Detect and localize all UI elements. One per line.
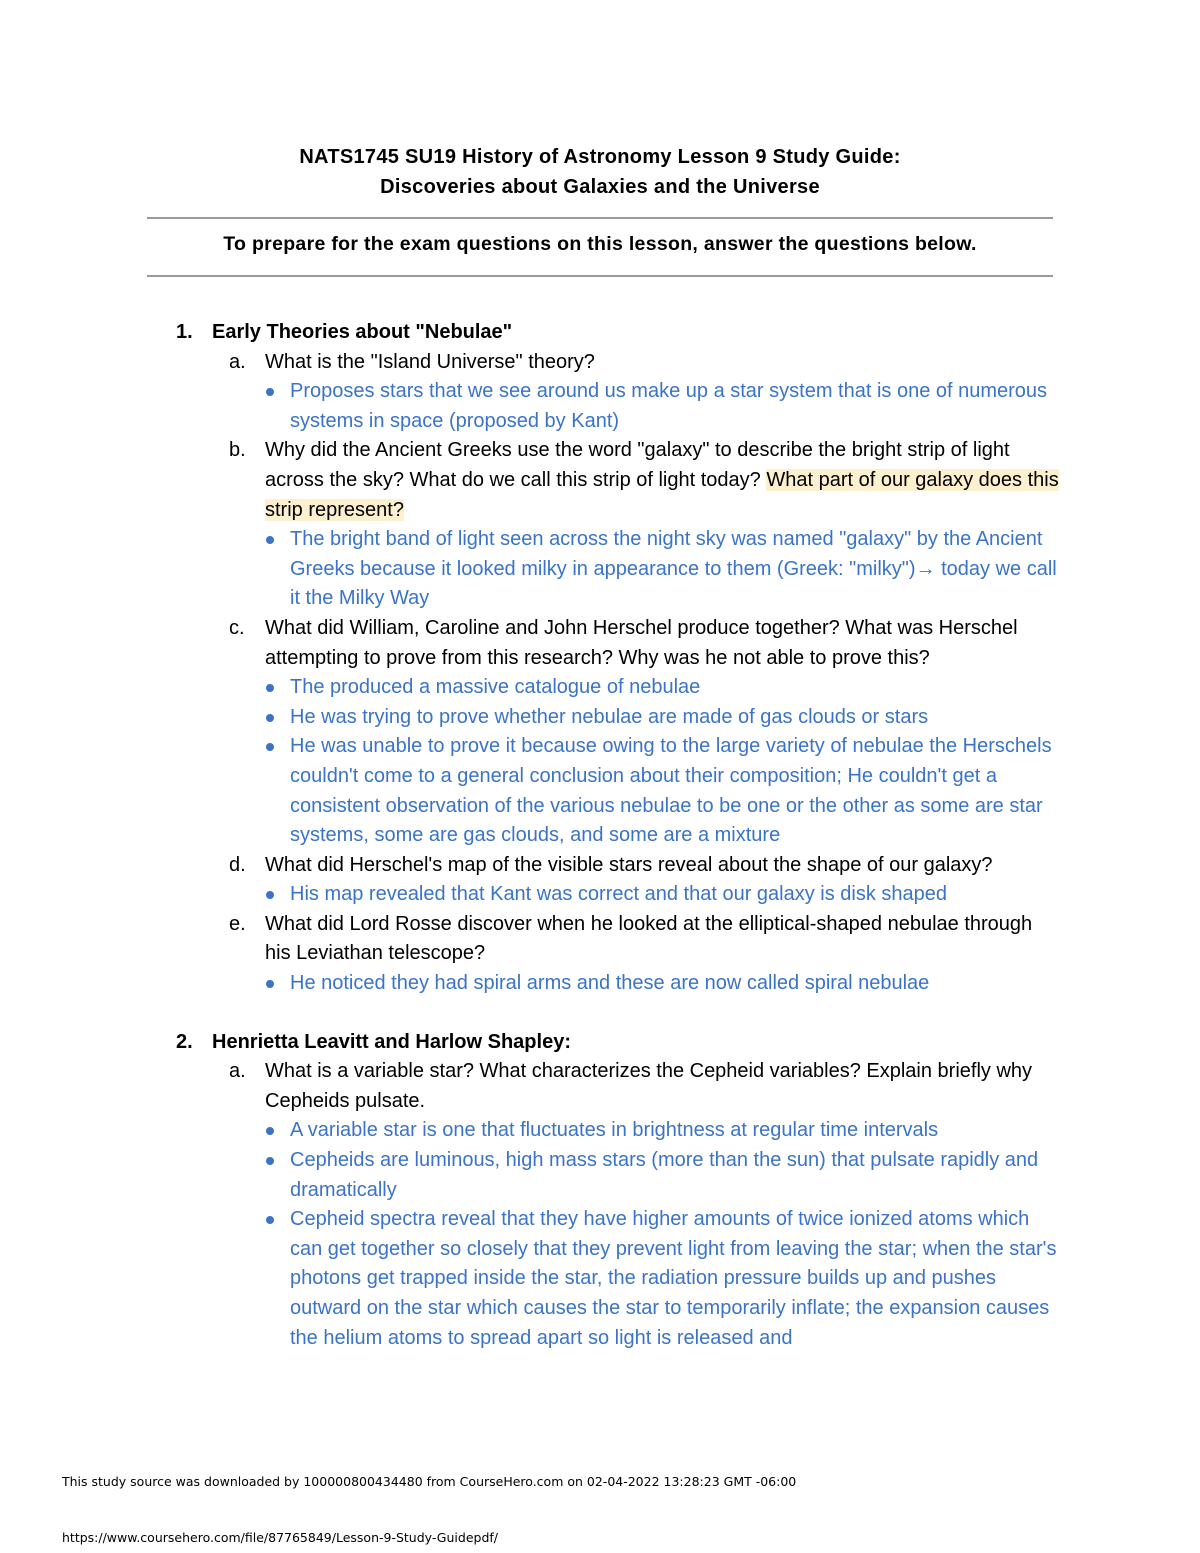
- answer-list: [0, 377, 1200, 436]
- bullet-icon: [266, 743, 274, 751]
- question-letter: c.: [229, 616, 245, 639]
- question: [0, 851, 1200, 881]
- answer-text: Cepheid spectra reveal that they have higher amounts of twice ionized atoms which can get together so closely that they prevent light from leaving the star; when the star's photons get trapped inside the star, the radiation pressure builds up and pushes outward on the star which causes the star to temporarily inflate; the expansion causes the helium atoms to spread apart so light is released and: [290, 1208, 1057, 1349]
- download-note: This study source was downloaded by 100000800434480 from CourseHero.com on 02-04-2022 13:28:23 GMT -06:00: [62, 1474, 797, 1489]
- section-gap: [0, 999, 1200, 1028]
- question: [0, 1057, 1200, 1116]
- question-text: Why did the Ancient Greeks use the word "galaxy" to describe the bright strip of light across the sky? What do we call this strip of light today?: [265, 439, 1010, 491]
- section: [0, 1028, 1200, 1354]
- section-heading: [0, 318, 1200, 348]
- section-number: 2.: [176, 1030, 193, 1053]
- bullet-icon: [266, 684, 274, 692]
- question-letter: b.: [229, 439, 246, 462]
- instructions: To prepare for the exam questions on this lesson, answer the questions below.: [223, 233, 977, 255]
- bullet-icon: [266, 388, 274, 396]
- top-divider: [147, 217, 1053, 219]
- answer-text: He was unable to prove it because owing to the large variety of nebulae the Herschels couldn't come to a general conclusion about their composition; He couldn't get a consistent observation of the various nebulae to be one or the other as some are star systems, some are gas clouds, and some are a mixture: [290, 735, 1052, 847]
- study-guide-content: [0, 318, 1200, 1353]
- question-text: What is a variable star? What characterizes the Cepheid variables? Explain briefly why Cepheids pulsate.: [265, 1060, 1033, 1112]
- answer-list: [0, 1116, 1200, 1353]
- question-letter: d.: [229, 853, 246, 876]
- answer-text: The produced a massive catalogue of nebulae: [290, 676, 701, 699]
- bullet-icon: [266, 1157, 274, 1165]
- answer-item: [0, 703, 1200, 733]
- question-letter: e.: [229, 912, 246, 935]
- document-title-line-1: NATS1745 SU19 History of Astronomy Lesson 9 Study Guide:: [299, 146, 901, 168]
- section-title: Early Theories about "Nebulae": [212, 321, 513, 343]
- bullet-icon: [266, 714, 274, 722]
- question-letter: a.: [229, 350, 246, 373]
- section-number: 1.: [176, 321, 193, 343]
- answer-item: [0, 969, 1200, 999]
- answer-list: [0, 525, 1200, 614]
- answer-text: His map revealed that Kant was correct and that our galaxy is disk shaped: [290, 883, 948, 906]
- question: [0, 910, 1200, 969]
- answer-text: Cepheids are luminous, high mass stars (more than the sun) that pulsate rapidly and dramatically: [290, 1149, 1039, 1201]
- question-text: What did Lord Rosse discover when he looked at the elliptical-shaped nebulae through his Leviathan telescope?: [265, 912, 1033, 965]
- question: [0, 614, 1200, 673]
- section-title: Henrietta Leavitt and Harlow Shapley:: [212, 1030, 571, 1053]
- highlighted-question-text: What part of our galaxy does this strip represent?: [265, 468, 1059, 521]
- answer-list: [0, 673, 1200, 851]
- bullet-icon: [266, 1127, 274, 1135]
- section-heading: [0, 1028, 1200, 1058]
- document-title-line-2: Discoveries about Galaxies and the Universe: [380, 176, 820, 198]
- bottom-divider: [147, 275, 1053, 277]
- question: [0, 348, 1200, 378]
- bullet-icon: [266, 1216, 274, 1224]
- question-letter: a.: [229, 1060, 246, 1083]
- question-text: What did Herschel's map of the visible stars reveal about the shape of our galaxy?: [265, 853, 993, 876]
- answer-item: [0, 880, 1200, 910]
- answer-item: [0, 732, 1200, 850]
- answer-text: Proposes stars that we see around us make up a star system that is one of numerous systems in space (proposed by Kant): [290, 380, 1048, 432]
- question-text: What did William, Caroline and John Herschel produce together? What was Herschel attempting to prove from this research? Why was he not able to prove this?: [265, 616, 1018, 669]
- answer-item: [0, 1116, 1200, 1146]
- answer-text: He noticed they had spiral arms and these are now called spiral nebulae: [290, 972, 930, 995]
- answer-text: He was trying to prove whether nebulae are made of gas clouds or stars: [290, 705, 929, 728]
- answer-list: [0, 969, 1200, 999]
- question: [0, 436, 1200, 525]
- question-text: What is the "Island Universe" theory?: [265, 350, 595, 373]
- bullet-icon: [266, 980, 274, 988]
- answer-text: A variable star is one that fluctuates in brightness at regular time intervals: [290, 1119, 939, 1142]
- answer-item: [0, 525, 1200, 614]
- bullet-icon: [266, 536, 274, 544]
- answer-item: [0, 673, 1200, 703]
- source-url: https://www.coursehero.com/file/87765849/Lesson-9-Study-Guidepdf/: [62, 1530, 498, 1545]
- answer-item: [0, 1146, 1200, 1205]
- section: [0, 318, 1200, 999]
- answer-item: [0, 377, 1200, 436]
- answer-text: The bright band of light seen across the night sky was named "galaxy" by the Ancient Greeks because it looked milky in appearance to them (Greek: "milky")→ today we call it the Milky Way: [290, 528, 1057, 610]
- answer-item: [0, 1205, 1200, 1353]
- bullet-icon: [266, 891, 274, 899]
- answer-list: [0, 880, 1200, 910]
